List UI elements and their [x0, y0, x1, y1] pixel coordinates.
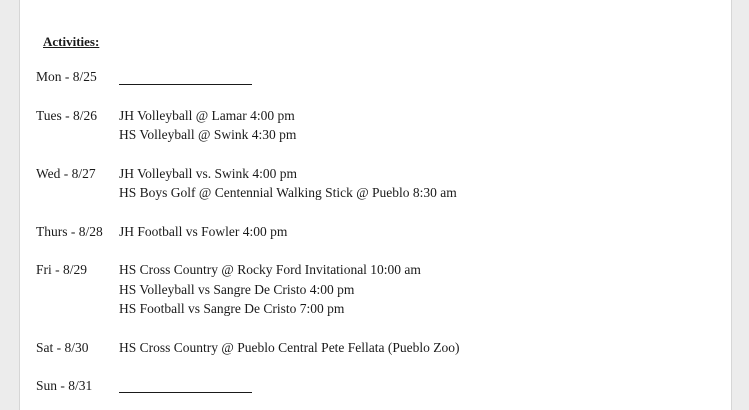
day-label-fri: Fri - 8/29 — [36, 262, 88, 277]
blank-line-sun — [119, 392, 252, 393]
document-page — [19, 0, 732, 410]
activities-heading: Activities: — [43, 34, 100, 49]
event-item: HS Boys Golf @ Centennial Walking Stick @ Pueblo 8:30 am — [119, 185, 457, 200]
event-item: JH Volleyball @ Lamar 4:00 pm — [119, 108, 295, 123]
event-item: HS Volleyball vs Sangre De Cristo 4:00 pm — [119, 282, 355, 297]
event-item: HS Volleyball @ Swink 4:30 pm — [119, 127, 297, 142]
event-item: HS Football vs Sangre De Cristo 7:00 pm — [119, 301, 345, 316]
event-item: JH Volleyball vs. Swink 4:00 pm — [119, 166, 298, 181]
day-label-sat: Sat - 8/30 — [36, 340, 89, 355]
event-item: HS Cross Country @ Rocky Ford Invitational 10:00 am — [119, 262, 421, 277]
day-label-thurs: Thurs - 8/28 — [36, 224, 103, 239]
event-item: HS Cross Country @ Pueblo Central Pete Fellata (Pueblo Zoo) — [119, 340, 460, 355]
day-label-wed: Wed - 8/27 — [36, 166, 96, 181]
blank-line-mon — [119, 84, 252, 85]
day-label-sun: Sun - 8/31 — [36, 378, 93, 393]
day-label-tues: Tues - 8/26 — [36, 108, 98, 123]
event-item: JH Football vs Fowler 4:00 pm — [119, 224, 288, 239]
day-label-mon: Mon - 8/25 — [36, 69, 97, 84]
